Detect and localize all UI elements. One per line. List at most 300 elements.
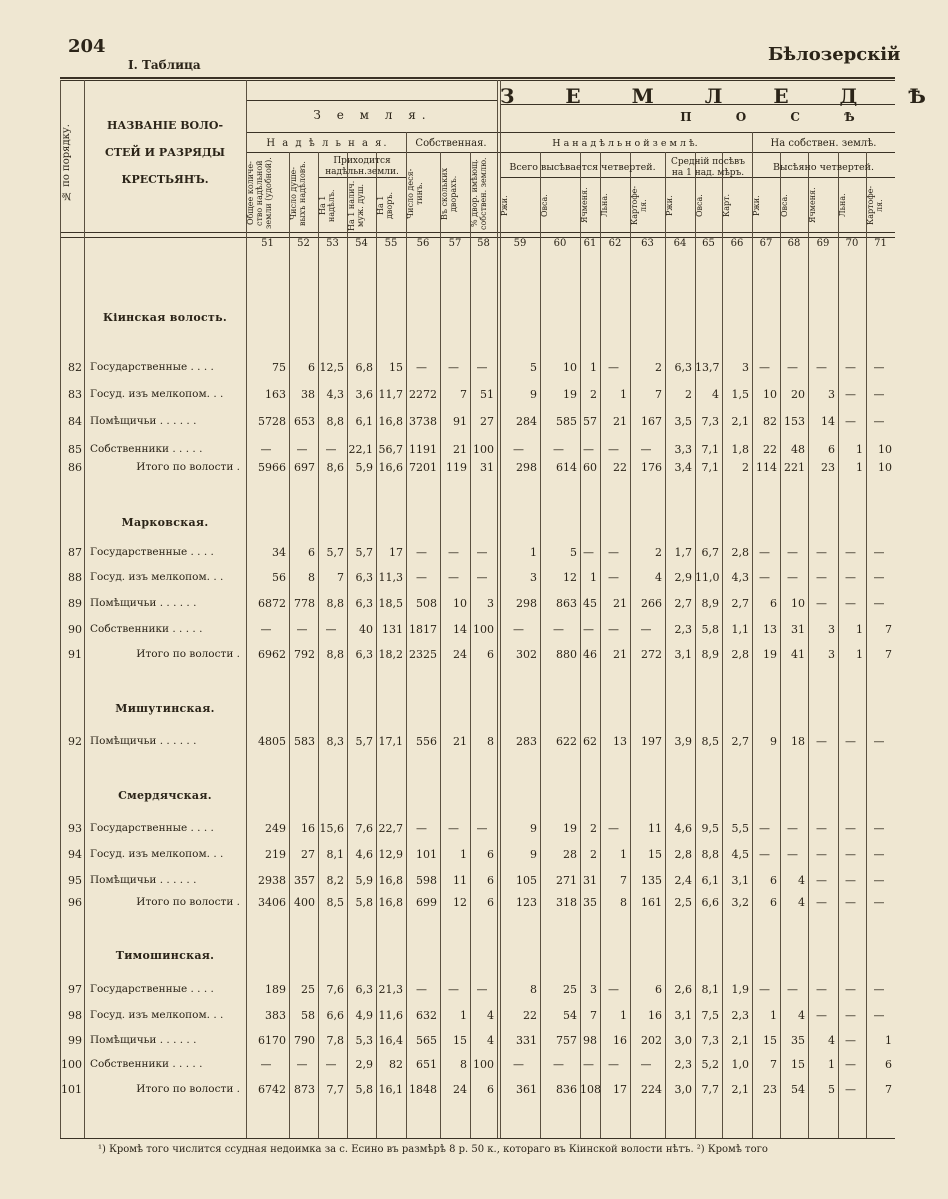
table-cell: 5,8 bbox=[701, 623, 719, 636]
table-cell: 3 bbox=[590, 983, 597, 996]
table-cell: 1 bbox=[856, 623, 863, 636]
table-cell: 19 bbox=[763, 648, 777, 661]
zemledelie-header: З Е М Л Е Д Ѣ bbox=[500, 84, 948, 108]
table-cell: 3 bbox=[742, 361, 749, 374]
table-cell: 3738 bbox=[409, 415, 437, 428]
table-cell: — bbox=[416, 822, 427, 835]
table-cell: — bbox=[845, 388, 856, 401]
table-cell: 13 bbox=[763, 623, 777, 636]
table-cell: 318 bbox=[556, 896, 577, 909]
table-cell: 25 bbox=[563, 983, 577, 996]
nadelnaya-header: Н а д ѣ л ь н а я. bbox=[266, 138, 389, 149]
table-cell: 792 bbox=[294, 648, 315, 661]
row-name: Итого по волости . bbox=[136, 1083, 240, 1095]
table-cell: 298 bbox=[516, 461, 537, 474]
row-name: Помѣщичьи . . . . . . bbox=[90, 415, 197, 427]
table-cell: 2,6 bbox=[674, 983, 692, 996]
table-cell: 5728 bbox=[258, 415, 286, 428]
row-name: Итого по волости . bbox=[136, 896, 240, 908]
table-cell: 3,0 bbox=[674, 1034, 692, 1047]
table-cell: 8,6 bbox=[326, 461, 344, 474]
row-name: Государственные . . . . bbox=[90, 822, 214, 834]
table-cell: 697 bbox=[294, 461, 315, 474]
table-cell: 219 bbox=[265, 848, 286, 861]
table-cell: 1 bbox=[856, 443, 863, 456]
table-cell: 161 bbox=[641, 896, 662, 909]
row-number: 98 bbox=[68, 1009, 82, 1022]
section-title: Кіинская волость. bbox=[102, 311, 228, 324]
row-number: 83 bbox=[68, 388, 82, 401]
table-cell: — bbox=[513, 623, 524, 636]
table-cell: 5,2 bbox=[701, 1058, 719, 1071]
column-number: 52 bbox=[297, 238, 310, 249]
column-number: 59 bbox=[513, 238, 527, 249]
column-subheader: Льна. bbox=[838, 193, 847, 218]
table-cell: 108 bbox=[580, 1083, 601, 1096]
vyseyano-header: Высѣяно четвертей. bbox=[772, 162, 875, 173]
table-cell: 11,0 bbox=[695, 571, 720, 584]
table-cell: — bbox=[816, 571, 827, 584]
table-cell: 46 bbox=[583, 648, 597, 661]
table-cell: — bbox=[845, 1034, 856, 1047]
table-cell: 5,3 bbox=[355, 1034, 373, 1047]
table-cell: 6 bbox=[828, 443, 835, 456]
table-cell: — bbox=[608, 443, 619, 456]
table-cell: — bbox=[787, 571, 798, 584]
table-cell: 54 bbox=[563, 1009, 577, 1022]
table-cell: — bbox=[873, 735, 885, 748]
table-cell: — bbox=[787, 848, 798, 861]
table-cell: 400 bbox=[294, 896, 315, 909]
table-cell: 2 bbox=[590, 822, 597, 835]
table-cell: — bbox=[608, 983, 619, 996]
table-cell: 18,5 bbox=[378, 597, 403, 610]
column-number: 69 bbox=[816, 238, 830, 249]
table-cell: 8,8 bbox=[326, 648, 344, 661]
table-cell: — bbox=[583, 1058, 594, 1071]
table-cell: 3,6 bbox=[355, 388, 373, 401]
table-cell: 100 bbox=[473, 443, 494, 456]
table-cell: 614 bbox=[556, 461, 577, 474]
table-cell: 6,6 bbox=[701, 896, 719, 909]
table-cell: 2,7 bbox=[674, 597, 692, 610]
table-cell: — bbox=[845, 822, 856, 835]
table-cell: — bbox=[325, 1058, 337, 1071]
table-cell: 100 bbox=[473, 623, 494, 636]
table-cell: — bbox=[260, 1058, 272, 1071]
table-cell: 38 bbox=[301, 388, 315, 401]
column-subheader: Картофе- ля. bbox=[630, 185, 648, 226]
table-cell: 9,5 bbox=[701, 822, 719, 835]
table-cell: 6,3 bbox=[355, 571, 373, 584]
table-cell: 21 bbox=[453, 735, 467, 748]
table-cell: — bbox=[325, 623, 337, 636]
table-cell: — bbox=[816, 983, 827, 996]
table-cell: 8,8 bbox=[701, 848, 719, 861]
table-cell: 10 bbox=[878, 461, 892, 474]
table-cell: 8,8 bbox=[326, 597, 344, 610]
table-cell: — bbox=[553, 443, 564, 456]
table-cell: — bbox=[260, 443, 272, 456]
table-cell: — bbox=[296, 443, 308, 456]
table-cell: 7,5 bbox=[701, 1009, 719, 1022]
table-cell: 2 bbox=[590, 388, 597, 401]
table-cell: — bbox=[873, 361, 885, 374]
table-cell: 4 bbox=[487, 1034, 494, 1047]
table-cell: 1 bbox=[530, 546, 537, 559]
table-cell: 5 bbox=[828, 1083, 835, 1096]
table-cell: 1,7 bbox=[674, 546, 692, 559]
column-number: 62 bbox=[608, 238, 622, 249]
table-cell: 2,7 bbox=[731, 597, 749, 610]
table-cell: 100 bbox=[473, 1058, 494, 1071]
table-cell: 9 bbox=[530, 822, 537, 835]
row-number: 85 bbox=[68, 443, 82, 456]
table-cell: 2 bbox=[655, 546, 662, 559]
table-cell: 284 bbox=[516, 415, 537, 428]
table-cell: 9 bbox=[530, 848, 537, 861]
table-cell: 40 bbox=[359, 623, 373, 636]
table-cell: 1 bbox=[885, 1034, 892, 1047]
table-cell: 101 bbox=[416, 848, 437, 861]
table-cell: 21 bbox=[613, 648, 627, 661]
table-cell: 9 bbox=[530, 388, 537, 401]
table-cell: — bbox=[816, 848, 827, 861]
column-number: 61 bbox=[583, 238, 597, 249]
section-title: Тимошинская. bbox=[115, 949, 215, 962]
table-cell: — bbox=[608, 361, 619, 374]
table-cell: 266 bbox=[641, 597, 662, 610]
column-subheader: Ячменя. bbox=[580, 187, 589, 224]
column-subheader: На 1 надѣлъ. bbox=[318, 189, 336, 222]
table-cell: 7 bbox=[885, 1083, 892, 1096]
table-cell: 11 bbox=[648, 822, 662, 835]
table-cell: — bbox=[845, 546, 856, 559]
column-subheader: Картофе- ля. bbox=[866, 185, 884, 226]
row-name: Государственные . . . . bbox=[90, 361, 214, 373]
table-cell: 2,3 bbox=[674, 1058, 692, 1071]
table-cell: 10 bbox=[878, 443, 892, 456]
table-cell: 6,6 bbox=[326, 1009, 344, 1022]
column-subheader: Число душе- выхъ надѣловъ. bbox=[289, 161, 307, 226]
table-cell: 8,1 bbox=[326, 848, 344, 861]
table-cell: 357 bbox=[294, 874, 315, 887]
table-cell: 131 bbox=[382, 623, 403, 636]
sredniy-header: Средній посѣвъ на 1 над. мѣръ. bbox=[671, 157, 745, 178]
table-cell: 651 bbox=[416, 1058, 437, 1071]
vsego-header: Всего высѣвается четвертей. bbox=[509, 162, 656, 173]
table-cell: — bbox=[296, 623, 308, 636]
row-name: Собственники . . . . . bbox=[90, 623, 203, 635]
table-cell: 16,8 bbox=[378, 896, 403, 909]
column-subheader: Въ скольких дворахъ. bbox=[440, 167, 458, 220]
table-cell: 12,9 bbox=[378, 848, 403, 861]
table-cell: 21,3 bbox=[378, 983, 403, 996]
table-cell: 298 bbox=[516, 597, 537, 610]
table-cell: — bbox=[816, 874, 827, 887]
table-cell: 4 bbox=[828, 1034, 835, 1047]
table-cell: 1 bbox=[590, 361, 597, 374]
table-cell: — bbox=[873, 1009, 885, 1022]
table-cell: 31 bbox=[583, 874, 597, 887]
table-cell: 11,6 bbox=[378, 1009, 403, 1022]
table-cell: 7 bbox=[337, 571, 344, 584]
table-cell: 4 bbox=[712, 388, 719, 401]
table-cell: 6742 bbox=[258, 1083, 286, 1096]
table-cell: 7,6 bbox=[326, 983, 344, 996]
table-cell: 5,7 bbox=[355, 546, 373, 559]
table-cell: 2938 bbox=[258, 874, 286, 887]
table-cell: 12 bbox=[563, 571, 577, 584]
table-cell: 7,6 bbox=[355, 822, 373, 835]
table-cell: 2,3 bbox=[731, 1009, 749, 1022]
table-cell: — bbox=[873, 983, 885, 996]
table-cell: 8,3 bbox=[326, 735, 344, 748]
column-subheader: Ячменя. bbox=[808, 187, 817, 224]
sobstvennaya-header: Собственная. bbox=[415, 138, 487, 149]
table-cell: — bbox=[845, 983, 856, 996]
table-cell: 4 bbox=[655, 571, 662, 584]
table-cell: 45 bbox=[583, 597, 597, 610]
table-cell: 119 bbox=[446, 461, 467, 474]
table-cell: 2,8 bbox=[731, 546, 749, 559]
table-cell: 16 bbox=[301, 822, 315, 835]
table-cell: 2 bbox=[685, 388, 692, 401]
table-cell: 7 bbox=[885, 648, 892, 661]
table-cell: 60 bbox=[583, 461, 597, 474]
table-cell: 6872 bbox=[258, 597, 286, 610]
table-cell: 17 bbox=[613, 1083, 627, 1096]
table-cell: 7,1 bbox=[701, 443, 719, 456]
table-cell: 1191 bbox=[409, 443, 437, 456]
table-cell: 35 bbox=[791, 1034, 805, 1047]
row-name: Госуд. изъ мелкопом. . . bbox=[90, 848, 224, 860]
table-cell: 7,3 bbox=[701, 415, 719, 428]
table-cell: 3 bbox=[828, 388, 835, 401]
table-cell: 25 bbox=[301, 983, 315, 996]
table-cell: — bbox=[583, 546, 594, 559]
table-cell: 4 bbox=[487, 1009, 494, 1022]
table-cell: 271 bbox=[556, 874, 577, 887]
table-cell: — bbox=[845, 361, 856, 374]
column-subheader: Ржи. bbox=[665, 195, 674, 216]
column-subheader: Общее количе- ство надѣльной земли (удобной). bbox=[246, 157, 273, 230]
column-subheader: Овса. bbox=[695, 194, 704, 217]
table-cell: — bbox=[816, 1009, 827, 1022]
row-name: Помѣщичьи . . . . . . bbox=[90, 874, 197, 886]
table-cell: 7,1 bbox=[701, 461, 719, 474]
table-cell: 16,4 bbox=[378, 1034, 403, 1047]
column-number: 58 bbox=[477, 238, 490, 249]
row-number: 93 bbox=[68, 822, 82, 835]
table-cell: — bbox=[845, 874, 856, 887]
table-cell: 202 bbox=[641, 1034, 662, 1047]
table-cell: — bbox=[583, 623, 594, 636]
table-cell: 1 bbox=[620, 1009, 627, 1022]
table-cell: 8,1 bbox=[701, 983, 719, 996]
table-cell: 98 bbox=[583, 1034, 597, 1047]
table-cell: — bbox=[476, 983, 488, 996]
table-cell: — bbox=[448, 571, 459, 584]
table-cell: — bbox=[816, 361, 827, 374]
table-cell: — bbox=[260, 623, 272, 636]
row-number: 101 bbox=[61, 1083, 82, 1096]
table-cell: 6,1 bbox=[355, 415, 373, 428]
table-cell: 2,5 bbox=[674, 896, 692, 909]
row-number: 88 bbox=[68, 571, 82, 584]
table-cell: — bbox=[448, 822, 459, 835]
row-number: 92 bbox=[68, 735, 82, 748]
table-cell: — bbox=[873, 571, 885, 584]
table-cell: 22,1 bbox=[348, 443, 373, 456]
table-cell: 8 bbox=[530, 983, 537, 996]
section-title: Марковская. bbox=[121, 516, 209, 529]
table-cell: 22 bbox=[523, 1009, 537, 1022]
column-number: 65 bbox=[702, 238, 715, 249]
table-cell: 5,8 bbox=[355, 1083, 373, 1096]
table-cell: — bbox=[640, 443, 652, 456]
table-cell: 1 bbox=[856, 648, 863, 661]
table-cell: 6 bbox=[487, 1083, 494, 1096]
table-cell: 167 bbox=[641, 415, 662, 428]
table-cell: 6,8 bbox=[355, 361, 373, 374]
table-cell: 23 bbox=[763, 1083, 777, 1096]
table-cell: 8 bbox=[487, 735, 494, 748]
table-cell: 15 bbox=[389, 361, 403, 374]
table-cell: 91 bbox=[453, 415, 467, 428]
table-cell: 302 bbox=[516, 648, 537, 661]
table-cell: 6962 bbox=[258, 648, 286, 661]
table-cell: 3,3 bbox=[674, 443, 692, 456]
table-cell: — bbox=[759, 822, 770, 835]
table-cell: 1 bbox=[770, 1009, 777, 1022]
table-cell: 15 bbox=[791, 1058, 805, 1071]
table-cell: 1 bbox=[828, 1058, 835, 1071]
row-number: 87 bbox=[68, 546, 82, 559]
table-cell: 6 bbox=[770, 597, 777, 610]
column-line bbox=[84, 80, 85, 1138]
table-cell: 1 bbox=[460, 1009, 467, 1022]
table-cell: 48 bbox=[791, 443, 805, 456]
table-cell: 19 bbox=[563, 822, 577, 835]
table-cell: 7201 bbox=[409, 461, 437, 474]
table-cell: 18 bbox=[791, 735, 805, 748]
table-cell: 153 bbox=[784, 415, 805, 428]
table-cell: 11,7 bbox=[378, 388, 403, 401]
row-number: 100 bbox=[61, 1058, 82, 1071]
table-cell: 189 bbox=[265, 983, 286, 996]
table-cell: 2,7 bbox=[731, 735, 749, 748]
table-cell: 790 bbox=[294, 1034, 315, 1047]
table-cell: 6 bbox=[655, 983, 662, 996]
table-cell: 28 bbox=[563, 848, 577, 861]
table-cell: 6 bbox=[308, 546, 315, 559]
column-subheader: % двор. имѣющ. собствен. землю. bbox=[470, 157, 488, 230]
table-cell: — bbox=[553, 623, 564, 636]
table-cell: 653 bbox=[294, 415, 315, 428]
table-cell: 757 bbox=[556, 1034, 577, 1047]
table-cell: 17,1 bbox=[378, 735, 403, 748]
table-cell: 508 bbox=[416, 597, 437, 610]
table-cell: 3,4 bbox=[674, 461, 692, 474]
table-cell: — bbox=[608, 546, 619, 559]
table-cell: 6 bbox=[487, 874, 494, 887]
column-number: 63 bbox=[641, 238, 654, 249]
table-cell: 283 bbox=[516, 735, 537, 748]
rule-line bbox=[246, 152, 895, 153]
table-cell: 249 bbox=[265, 822, 286, 835]
table-cell: 1848 bbox=[409, 1083, 437, 1096]
table-cell: 57 bbox=[583, 415, 597, 428]
column-number: 54 bbox=[355, 238, 368, 249]
table-cell: 565 bbox=[416, 1034, 437, 1047]
section-title: Смердячская. bbox=[118, 789, 212, 802]
table-cell: 105 bbox=[516, 874, 537, 887]
table-cell: 7 bbox=[620, 874, 627, 887]
table-cell: 22 bbox=[613, 461, 627, 474]
table-cell: 135 bbox=[641, 874, 662, 887]
table-cell: 4 bbox=[798, 874, 805, 887]
rowno-header: № по порядку. bbox=[61, 124, 72, 201]
table-cell: 863 bbox=[556, 597, 577, 610]
table-cell: — bbox=[873, 415, 885, 428]
table-cell: 1 bbox=[460, 848, 467, 861]
table-cell: 5,7 bbox=[326, 546, 344, 559]
row-number: 86 bbox=[68, 461, 82, 474]
table-cell: 27 bbox=[301, 848, 315, 861]
table-cell: — bbox=[873, 896, 885, 909]
table-cell: — bbox=[448, 546, 459, 559]
table-cell: 1817 bbox=[409, 623, 437, 636]
table-cell: — bbox=[583, 443, 594, 456]
table-cell: 4,5 bbox=[731, 848, 749, 861]
column-number: 66 bbox=[730, 238, 744, 249]
table-cell: 8,9 bbox=[701, 648, 719, 661]
table-cell: 583 bbox=[294, 735, 315, 748]
table-cell: 8,5 bbox=[701, 735, 719, 748]
table-cell: 2272 bbox=[409, 388, 437, 401]
table-cell: 16 bbox=[648, 1009, 662, 1022]
table-cell: — bbox=[787, 361, 798, 374]
table-cell: 54 bbox=[791, 1083, 805, 1096]
table-cell: — bbox=[416, 571, 427, 584]
table-cell: 2,3 bbox=[674, 623, 692, 636]
table-cell: 585 bbox=[556, 415, 577, 428]
table-cell: — bbox=[873, 848, 885, 861]
table-cell: 4,3 bbox=[731, 571, 749, 584]
table-cell: 16,1 bbox=[378, 1083, 403, 1096]
table-cell: 34 bbox=[272, 546, 286, 559]
table-cell: — bbox=[513, 1058, 524, 1071]
table-cell: — bbox=[476, 571, 488, 584]
column-number: 68 bbox=[787, 238, 801, 249]
table-cell: 4805 bbox=[258, 735, 286, 748]
table-cell: 1 bbox=[620, 848, 627, 861]
table-cell: 836 bbox=[556, 1083, 577, 1096]
table-cell: 1,8 bbox=[731, 443, 749, 456]
table-cell: — bbox=[608, 571, 619, 584]
table-cell: 82 bbox=[763, 415, 777, 428]
table-cell: 14 bbox=[821, 415, 835, 428]
table-cell: 6 bbox=[487, 648, 494, 661]
row-name: Госуд. изъ мелкопом. . . bbox=[90, 571, 224, 583]
table-cell: 361 bbox=[516, 1083, 537, 1096]
table-cell: 778 bbox=[294, 597, 315, 610]
table-cell: 5966 bbox=[258, 461, 286, 474]
table-cell: 2,4 bbox=[674, 874, 692, 887]
row-number: 84 bbox=[68, 415, 82, 428]
table-cell: — bbox=[845, 1058, 856, 1071]
